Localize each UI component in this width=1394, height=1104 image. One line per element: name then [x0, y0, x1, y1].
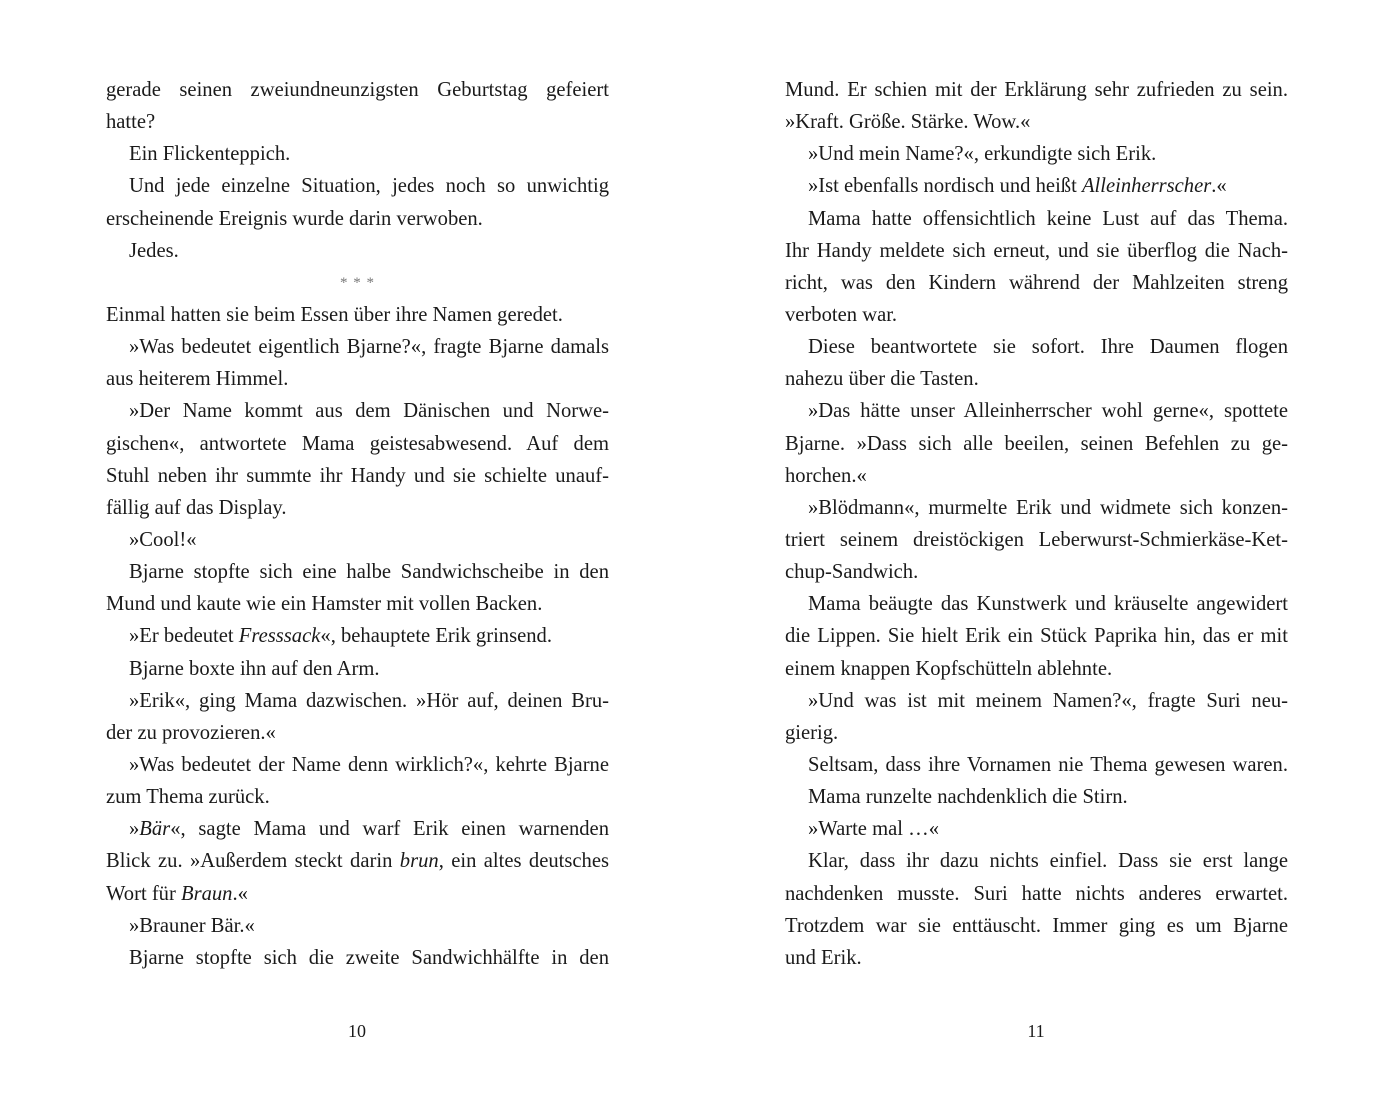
left-page-number: 10: [348, 1021, 366, 1041]
text-line: horchen.«: [785, 464, 867, 487]
text-line: Diese beantwortete sie sofort. Ihre Daumen flogen: [808, 336, 1288, 359]
text-line: [106, 878, 609, 910]
text-line: aus heiterem Himmel.: [106, 368, 289, 391]
right-page-number: 11: [1027, 1021, 1045, 1041]
left-page-body: [106, 74, 609, 974]
text-line: »Was bedeutet eigentlich Bjarne?«, fragte Bjarne damals: [129, 336, 609, 359]
text-line: Ein Flickenteppich.: [129, 143, 291, 166]
text-line: gerade seinen zweiundneunzigsten Geburtstag gefeiert: [106, 79, 609, 101]
text-line: verboten war.: [785, 303, 898, 326]
text-line: »Und mein Name?«, erkundigte sich Erik.: [808, 143, 1157, 166]
text-line: Jedes.: [129, 239, 179, 262]
text-line: Mama hatte offensichtlich keine Lust auf das Thema.: [808, 207, 1288, 230]
italic-text: Bär: [139, 818, 171, 841]
text-line: Stuhl neben ihr summte ihr Handy und sie schielte unauf-: [106, 464, 609, 487]
text-segment: .«: [232, 882, 248, 905]
text-line: »Brauner Bär.«: [129, 914, 255, 937]
text-line: »Das hätte unser Alleinherrscher wohl gerne«, spottete: [808, 400, 1288, 423]
text-line: zum Thema zurück.: [106, 786, 270, 809]
text-line: gischen«, antwortete Mama geistesabwesend. Auf dem: [106, 432, 609, 455]
text-line: der zu provozieren.«: [106, 721, 276, 744]
text-line: [106, 845, 609, 877]
text-line: nahezu über die Tasten.: [785, 368, 979, 391]
text-line: Ihr Handy meldete sich erneut, und sie überflog die Nach-: [785, 239, 1288, 262]
text-line: »Cool!«: [129, 528, 197, 551]
text-line: Mund. Er schien mit der Erklärung sehr zufrieden zu sein.: [785, 79, 1288, 101]
text-line: »Und was ist mit meinem Namen?«, fragte Suri neu-: [808, 689, 1288, 712]
text-line: die Lippen. Sie hielt Erik ein Stück Paprika hin, das er mit: [785, 625, 1288, 648]
text-line: »Was bedeutet der Name denn wirklich?«, kehrte Bjarne: [129, 753, 609, 776]
text-line: erscheinende Ereignis wurde darin verwoben.: [106, 207, 483, 230]
right-page-body: [785, 74, 1288, 974]
text-line: richt, was den Kindern während der Mahlzeiten streng: [785, 271, 1288, 294]
text-line: Mama runzelte nachdenklich die Stirn.: [808, 786, 1128, 809]
text-line: »Blödmann«, murmelte Erik und widmete sich konzen-: [808, 496, 1288, 519]
text-line: »Warte mal …«: [808, 818, 940, 841]
text-segment: Wort für: [106, 882, 181, 905]
text-segment: , ein altes deutsches: [438, 850, 609, 873]
text-segment: «, sagte Mama und warf Erik einen warnenden: [170, 818, 609, 841]
italic-text: Fresssack: [238, 625, 321, 648]
text-line: [785, 170, 1288, 202]
italic-text: Braun: [180, 882, 233, 905]
text-line: Seltsam, dass ihre Vornamen nie Thema gewesen waren.: [808, 753, 1288, 776]
text-line: Mama beäugte das Kunstwerk und kräuselte angewidert: [808, 593, 1288, 616]
text-line: triert seinem dreistöckigen Leberwurst-Schmierkäse-Ket-: [785, 528, 1288, 551]
text-segment: Blick zu. »Außerdem steckt darin: [106, 850, 400, 873]
text-line: »Der Name kommt aus dem Dänischen und Norwe-: [129, 400, 609, 423]
text-line: und Erik.: [785, 946, 862, 969]
text-line: nachdenken musste. Suri hatte nichts anderes erwartet.: [785, 882, 1288, 905]
text-line: »Kraft. Größe. Stärke. Wow.«: [785, 111, 1031, 134]
text-line: »Erik«, ging Mama dazwischen. »Hör auf, deinen Bru-: [129, 689, 609, 712]
text-segment: »Ist ebenfalls nordisch und heißt: [808, 175, 1082, 198]
text-line: Und jede einzelne Situation, jedes noch so unwichtig: [129, 175, 609, 198]
text-line: chup-Sandwich.: [785, 561, 919, 584]
text-line: Einmal hatten sie beim Essen über ihre Namen geredet.: [106, 303, 563, 326]
text-line: [106, 813, 609, 845]
text-line: Trotzdem war sie enttäuscht. Immer ging es um Bjarne: [785, 914, 1288, 937]
text-line: Bjarne stopfte sich eine halbe Sandwichscheibe in den: [129, 561, 609, 584]
text-line: einem knappen Kopfschütteln ablehnte.: [785, 657, 1113, 680]
text-segment: »: [129, 818, 140, 841]
text-segment: «, behauptete Erik grinsend.: [320, 625, 552, 648]
text-line: Mund und kaute wie ein Hamster mit vollen Backen.: [106, 593, 543, 616]
text-line: fällig auf das Display.: [106, 496, 287, 519]
text-segment: .«: [1211, 175, 1227, 198]
text-line: Klar, dass ihr dazu nichts einfiel. Dass sie erst lange: [808, 850, 1288, 873]
italic-text: brun: [399, 850, 439, 873]
text-line: Bjarne stopfte sich die zweite Sandwichhälfte in den: [129, 946, 609, 969]
text-line: hatte?: [106, 111, 156, 134]
section-separator: * * *: [340, 274, 375, 291]
text-line: Bjarne boxte ihn auf den Arm.: [129, 657, 380, 680]
italic-text: Alleinherrscher: [1081, 175, 1212, 198]
text-segment: »Er bedeutet: [129, 625, 239, 648]
text-line: gierig.: [785, 721, 839, 744]
text-line: Bjarne. »Dass sich alle beeilen, seinen Befehlen zu ge-: [785, 432, 1288, 455]
text-line: [106, 620, 609, 652]
